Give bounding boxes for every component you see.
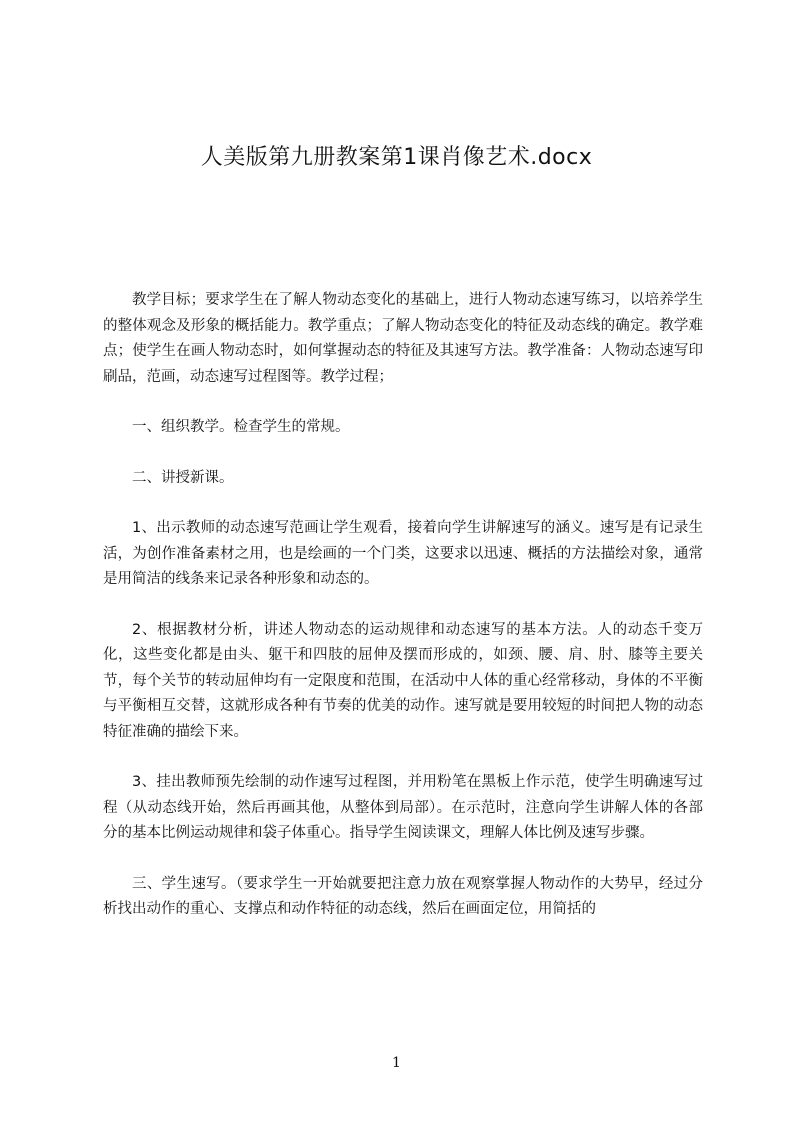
paragraph-step-1: 1、出示教师的动态速写范画让学生观看，接着向学生讲解速写的涵义。速写是有记录生活，为创作准备素材之用，也是绘画的一个门类，这要求以迅速、概括的方法描绘对象，通常是用简洁的线条来记录各种形象和动态的。	[103, 520, 703, 587]
document-body	[103, 288, 703, 948]
paragraph-section-2: 二、讲授新课。	[132, 469, 234, 486]
paragraph-step-2: 2、根据教材分析，讲述人物动态的运动规律和动态速写的基本方法。人的动态千变万化，这些变化都是由头、躯干和四肢的屈伸及摆而形成的，如颈、腰、肩、肘、膝等主要关节，每个关节的转动屈伸均有一定限度和范围，在活动中人体的重心经常移动，身体的不平衡与平衡相互交替，这就形成各种有节奏的优美的动作。速写就是要用较短的时间把人物的动态特征准确的描绘下来。	[103, 621, 703, 740]
paragraph-step-3: 3、挂出教师预先绘制的动作速写过程图，并用粉笔在黑板上作示范，使学生明确速写过程（从动态线开始，然后再画其他，从整体到局部）。在示范时，注意向学生讲解人体的各部分的基本比例运动规律和袋子体重心。指导学生阅读课文，理解人体比例及速写步骤。	[103, 774, 703, 841]
paragraph-section-3: 三、学生速写。（要求学生一开始就要把注意力放在观察掌握人物动作的大势早，经过分析找出动作的重心、支撑点和动作特征的动态线，然后在画面定位，用简括的	[103, 875, 703, 917]
page-number: 1	[392, 1055, 401, 1071]
paragraph-section-1: 一、组织教学。检查学生的常规。	[132, 419, 350, 435]
document-title: 人美版第九册教案第1课肖像艺术.docx	[200, 145, 593, 170]
paragraph-objectives: 教学目标；要求学生在了解人物动态变化的基础上，进行人物动态速写练习，以培养学生的整体观念及形象的概括能力。教学重点；了解人物动态变化的特征及动态线的确定。教学难点；使学生在画人物动态时，如何掌握动态的特征及其速写方法。教学准备：人物动态速写印刷品，范画，动态速写过程图等。教学过程；	[103, 292, 703, 385]
